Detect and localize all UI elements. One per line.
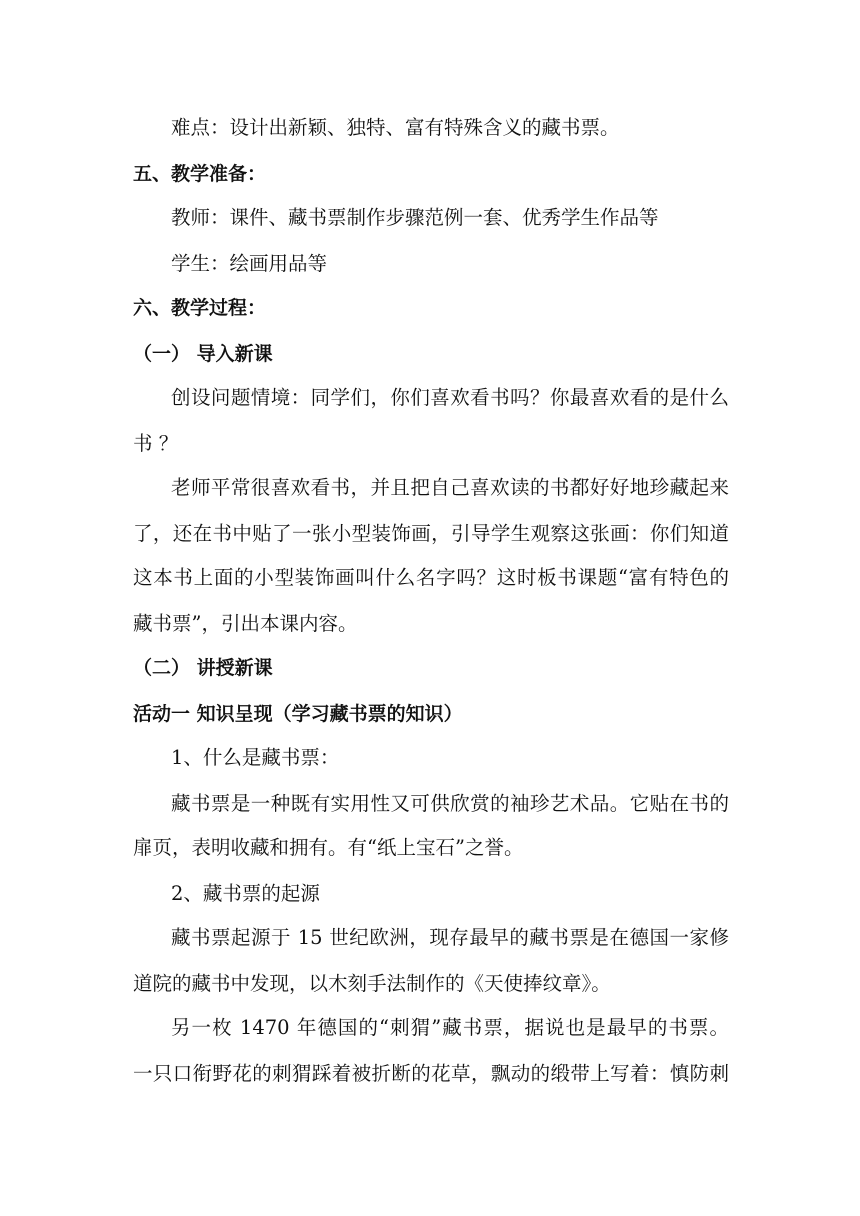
paragraph-line: 老师平常很喜欢看书，并且把自己喜欢读的书都好好地珍藏起来 [171,476,729,499]
student-preparation: 学生：绘画用品等 [171,252,328,275]
section-heading-6: 六、教学过程： [133,297,267,319]
paragraph-line: 道院的藏书中发现，以木刻手法制作的《天使捧纹章》。 [133,972,611,995]
paragraph-line: 书 ？ [133,432,179,455]
list-item-heading: 2、藏书票的起源 [171,882,320,905]
activity-heading: 活动一 知识呈现（学习藏书票的知识） [133,703,463,725]
paragraph-line: 藏书票起源于 15 世纪欧洲，现存最早的藏书票是在德国一家修 [171,926,729,949]
subsection-heading-2: （二） 讲授新课 [133,657,273,679]
list-item-heading: 1、什么是藏书票： [171,746,340,769]
paragraph-line: 了，还在书中贴了一张小型装饰画，引导学生观察这张画：你们知道 [133,522,729,545]
paragraph-line: 创设问题情境：同学们，你们喜欢看书吗？你最喜欢看的是什么 [171,386,729,409]
paragraph-line: 这本书上面的小型装饰画叫什么名字吗？这时板书课题“富有特色的 [133,566,729,589]
subsection-heading-1: （一） 导入新课 [133,343,273,365]
paragraph-line: 扉页，表明收藏和拥有。有“纸上宝石”之誉。 [133,836,524,859]
paragraph-line: 另一枚 1470 年德国的“刺猬”藏书票，据说也是最早的书票。 [171,1016,729,1039]
difficulty-point: 难点：设计出新颖、独特、富有特殊含义的藏书票。 [171,116,620,139]
paragraph-line: 一只口衔野花的刺猬踩着被折断的花草，飘动的缎带上写着：慎防刺 [133,1062,729,1085]
section-heading-5: 五、教学准备： [133,163,267,185]
paragraph-line: 藏书票”，引出本课内容。 [133,612,358,635]
teacher-preparation: 教师：课件、藏书票制作步骤范例一套、优秀学生作品等 [171,206,659,229]
paragraph-line: 藏书票是一种既有实用性又可供欣赏的袖珍艺术品。它贴在书的 [171,792,729,815]
